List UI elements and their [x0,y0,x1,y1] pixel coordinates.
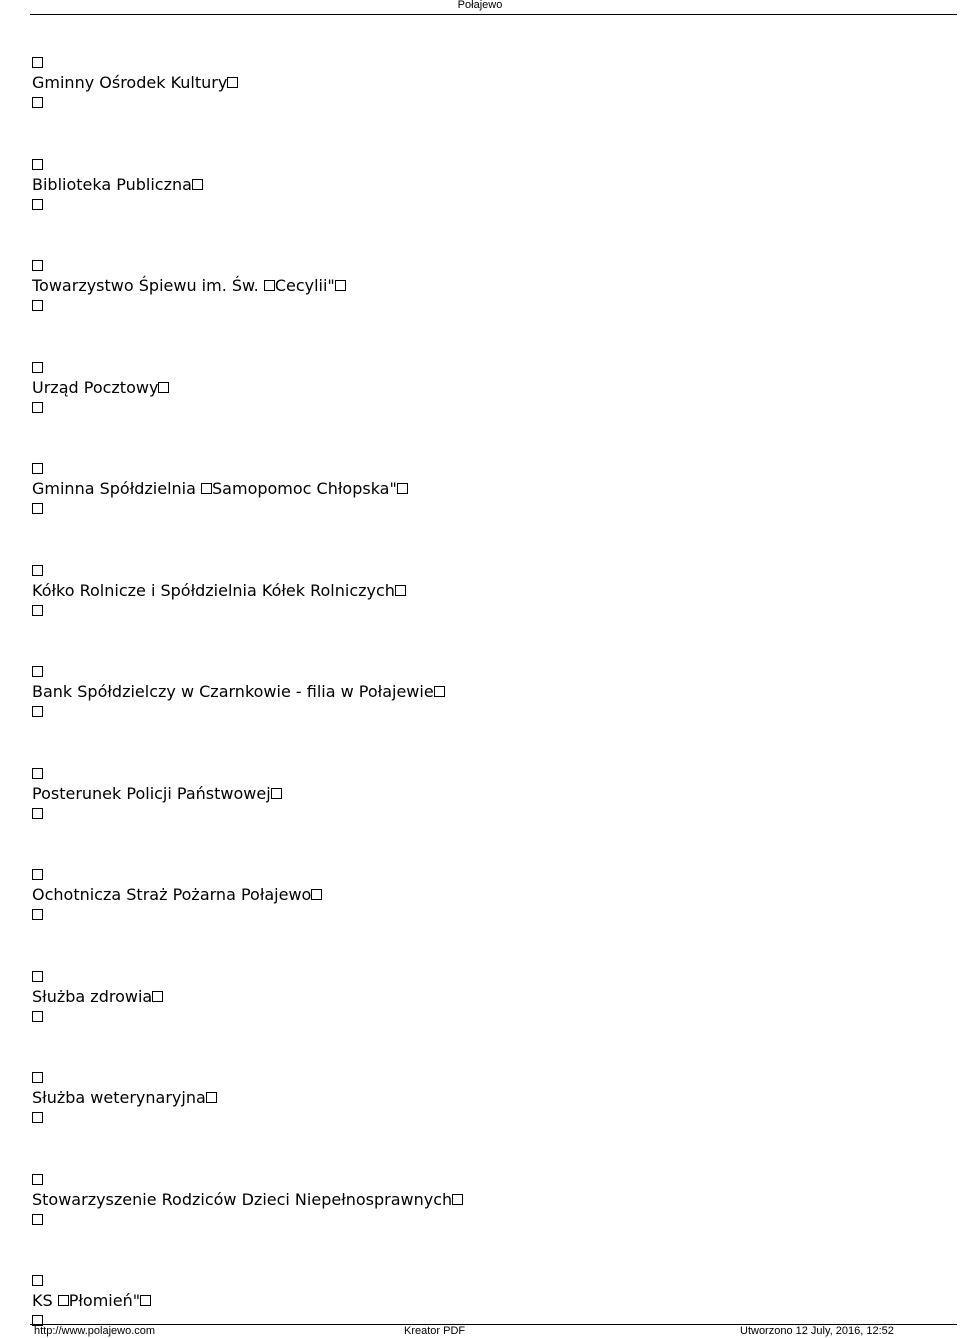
list-item-text: Cecylii" [274,276,335,295]
missing-glyph-icon [140,1295,151,1306]
missing-glyph-icon [32,1072,43,1083]
list-item-label [32,479,408,499]
list-item-text: Samopomoc Chłopska" [212,479,397,498]
list-item-text: Posterunek Policji Państwowej [32,784,271,803]
list-item-text: Kółko Rolnicze i Spółdzielnia Kółek Rolniczych [32,581,395,600]
list-item-label [32,581,406,601]
missing-glyph-icon [32,503,43,514]
header-divider [30,14,957,15]
missing-glyph-icon [32,1174,43,1185]
footer-created-date: Utworzono 12 July, 2016, 12:52 [740,1325,894,1337]
footer-url[interactable]: http://www.polajewo.com [34,1325,156,1337]
list-item-label [32,987,163,1007]
missing-glyph-icon [32,1275,43,1286]
list-item-label [32,1291,151,1311]
list-item-label [32,885,322,905]
list-item-label [32,276,346,296]
missing-glyph-icon [32,971,43,982]
missing-glyph-icon [434,686,445,697]
list-item-text: Bank Spółdzielczy w Czarnkowie - filia w Połajewie [32,682,434,701]
list-item-label [32,1088,217,1108]
list-item-text: Urząd Pocztowy [32,378,159,397]
missing-glyph-icon [264,280,275,291]
missing-glyph-icon [32,768,43,779]
missing-glyph-icon [32,869,43,880]
list-item-label [32,175,203,195]
list-item-label [32,682,445,702]
list-item-text: Służba zdrowia [32,987,153,1006]
missing-glyph-icon [32,300,43,311]
missing-glyph-icon [32,57,43,68]
list-item-label [32,378,169,398]
missing-glyph-icon [201,483,212,494]
missing-glyph-icon [32,402,43,413]
page-header-title: Połajewo [457,0,503,11]
missing-glyph-icon [271,788,282,799]
missing-glyph-icon [32,1011,43,1022]
missing-glyph-icon [58,1295,69,1306]
missing-glyph-icon [311,889,322,900]
list-item-text: Ochotnicza Straż Pożarna Połajewo [32,885,312,904]
missing-glyph-icon [32,97,43,108]
missing-glyph-icon [32,909,43,920]
missing-glyph-icon [192,179,203,190]
missing-glyph-icon [32,666,43,677]
footer-generator: Kreator PDF [404,1325,466,1337]
missing-glyph-icon [32,159,43,170]
missing-glyph-icon [227,77,238,88]
missing-glyph-icon [152,991,163,1002]
list-item-text: Towarzystwo Śpiewu im. Św. [32,276,264,295]
missing-glyph-icon [32,362,43,373]
missing-glyph-icon [32,260,43,271]
list-item-label [32,1190,463,1210]
missing-glyph-icon [32,605,43,616]
missing-glyph-icon [158,382,169,393]
list-item-label [32,784,282,804]
missing-glyph-icon [32,463,43,474]
missing-glyph-icon [32,1214,43,1225]
missing-glyph-icon [395,585,406,596]
missing-glyph-icon [335,280,346,291]
missing-glyph-icon [206,1092,217,1103]
missing-glyph-icon [32,1112,43,1123]
list-item-text: Gminny Ośrodek Kultury [32,73,228,92]
list-item-text: Gminna Spółdzielnia [32,479,202,498]
list-item-text: Stowarzyszenie Rodziców Dzieci Niepełnosprawnych [32,1190,453,1209]
missing-glyph-icon [32,808,43,819]
list-item-text: KS [32,1291,58,1310]
missing-glyph-icon [32,199,43,210]
list-item-text: Płomień" [68,1291,141,1310]
list-item-label [32,73,238,93]
missing-glyph-icon [32,706,43,717]
list-item-text: Biblioteka Publiczna [32,175,192,194]
missing-glyph-icon [32,565,43,576]
list-item-text: Służba weterynaryjna [32,1088,206,1107]
missing-glyph-icon [397,483,408,494]
missing-glyph-icon [452,1194,463,1205]
